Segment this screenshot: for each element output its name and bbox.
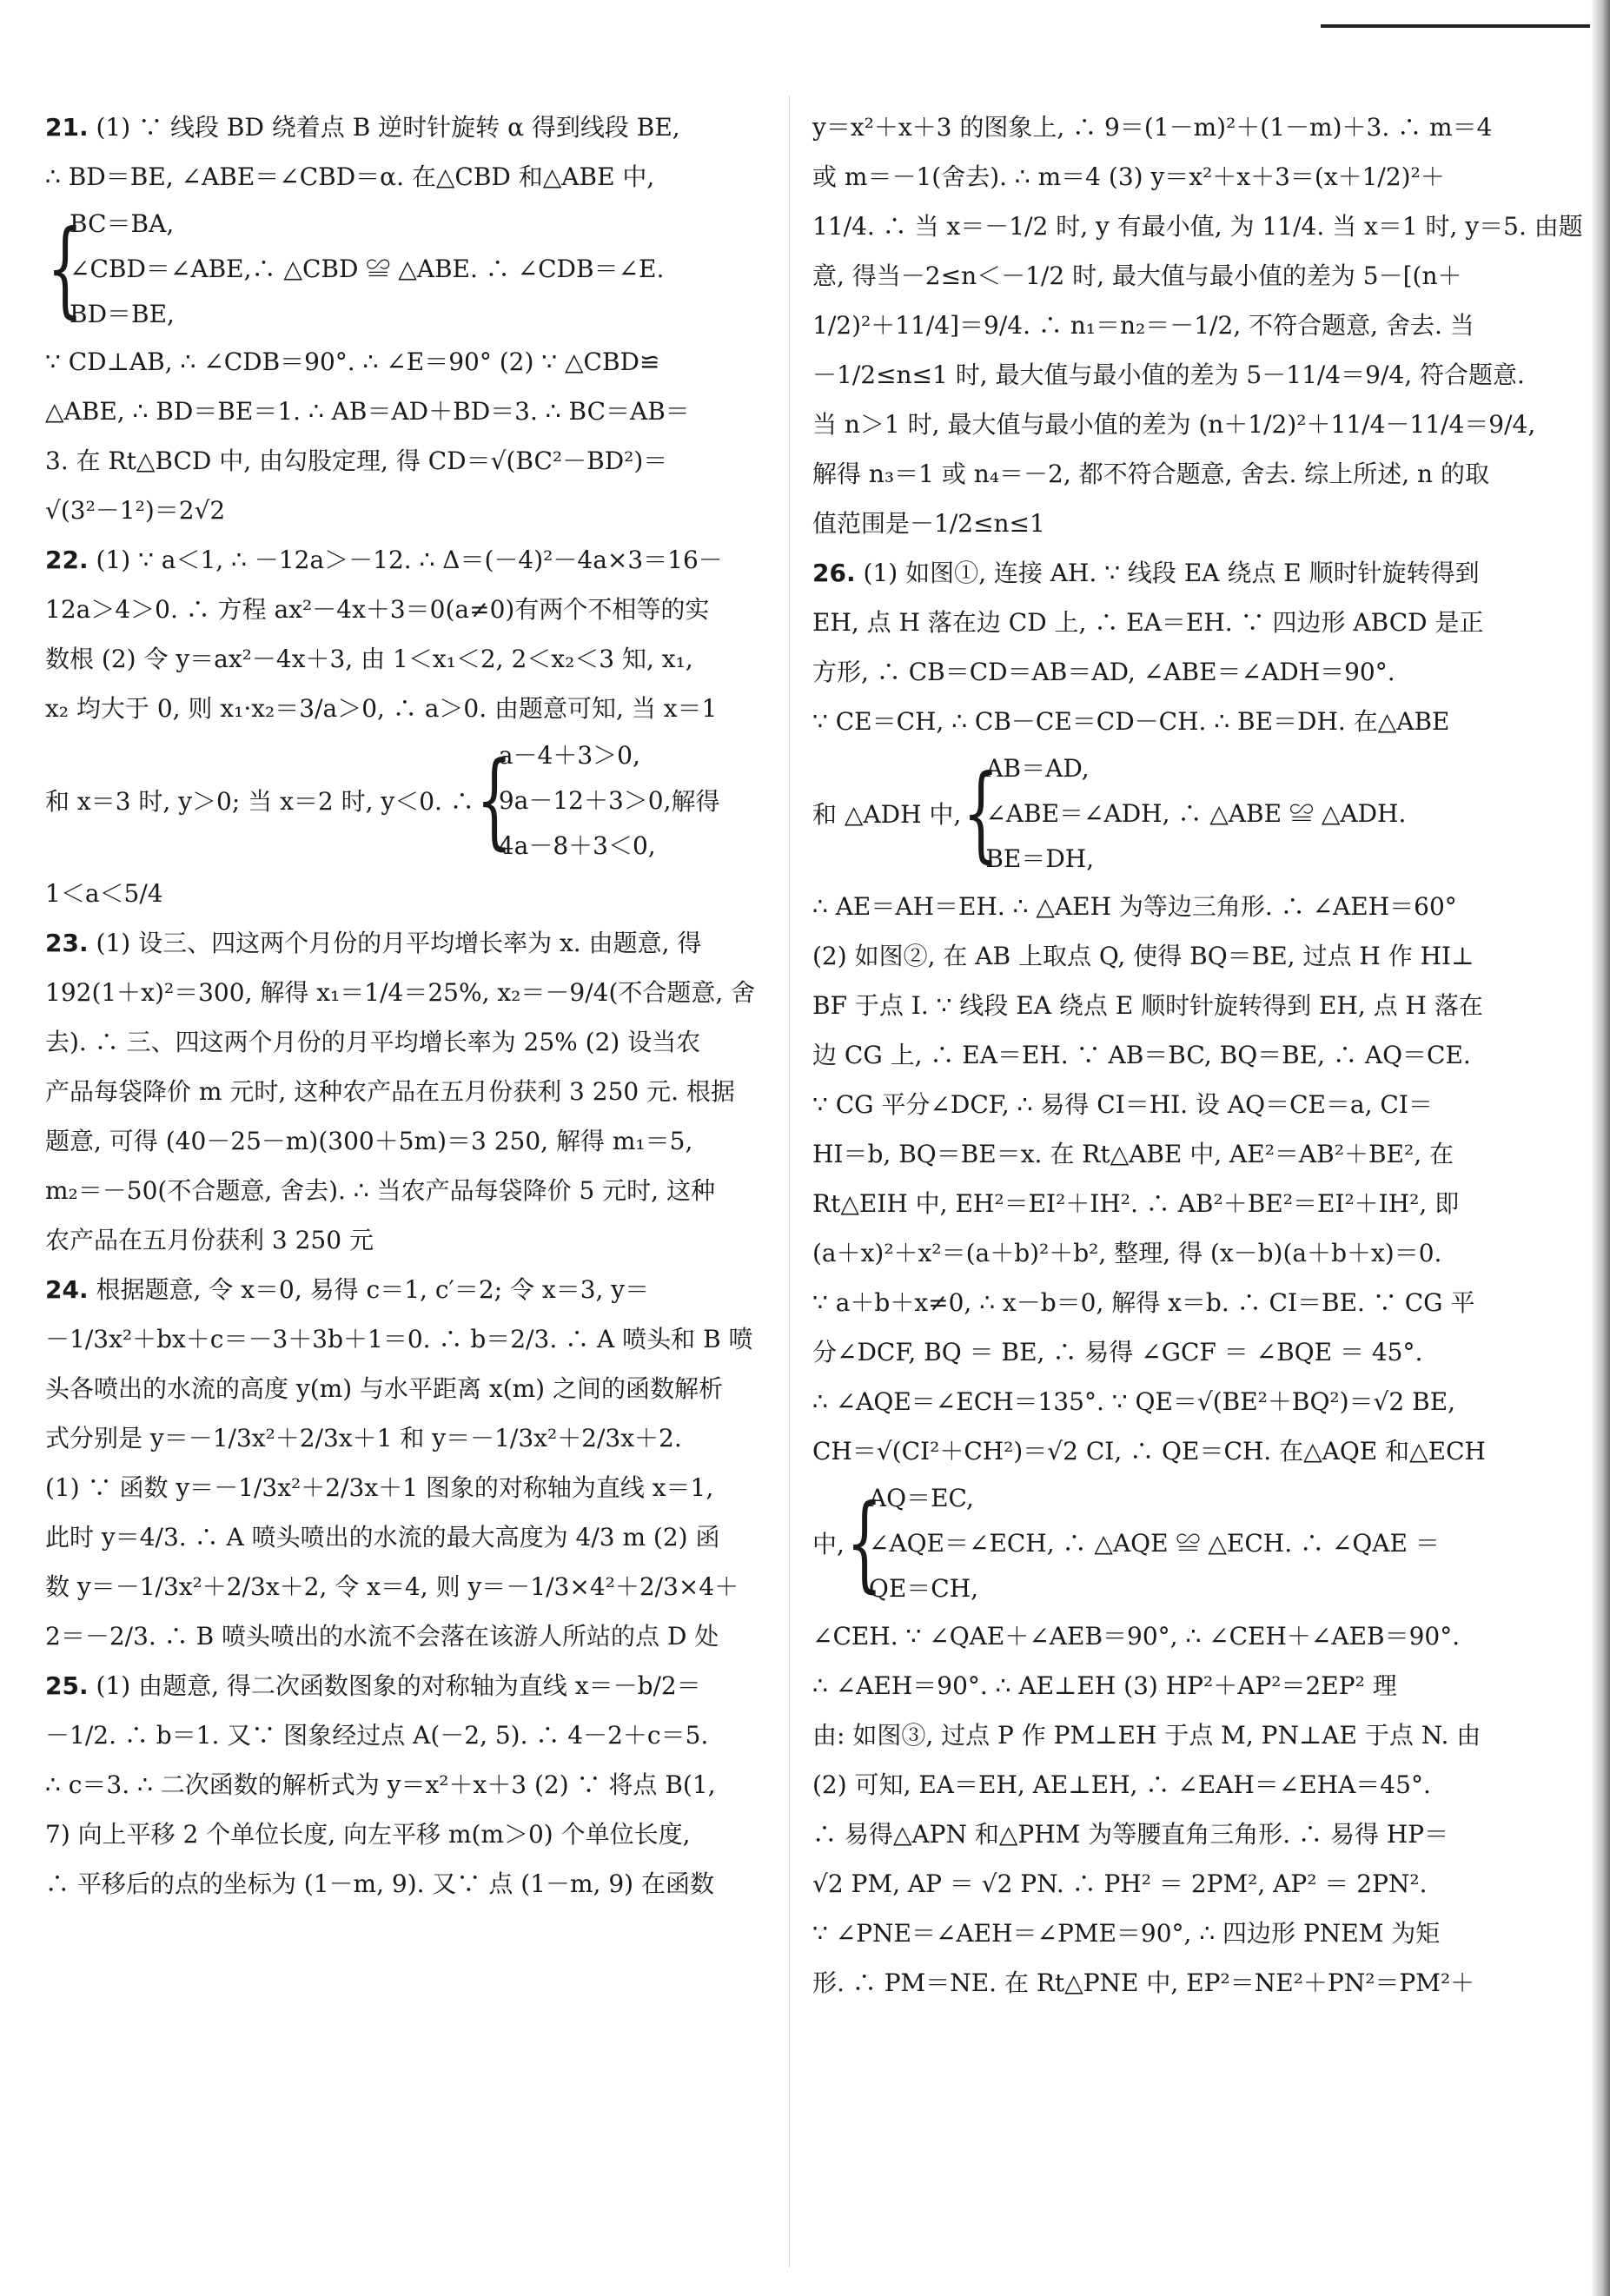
- solution-line: [45, 1710, 758, 1760]
- solution-line: [812, 251, 1525, 301]
- line-text: BF 于点 I. ∵ 线段 EA 绕点 E 顺时针旋转得到 EH, 点 H 落在: [812, 991, 1483, 1020]
- system-line: ∠AQE＝∠ECH, ∴ △AQE ≌ △ECH. ∴ ∠QAE ＝: [868, 1529, 1440, 1558]
- line-text: 由: 如图③, 过点 P 作 PM⊥EH 于点 M, PN⊥AE 于点 N. 由: [812, 1721, 1481, 1750]
- problem-number: 22.: [45, 546, 89, 574]
- solution-line: [45, 1810, 758, 1859]
- line-text: 根据题意, 令 x＝0, 易得 c＝1, c′＝2; 令 x＝3, y＝: [88, 1275, 650, 1304]
- solution-line: [45, 387, 758, 436]
- line-text: ∴ AE＝AH＝EH. ∴ △AEH 为等边三角形. ∴ ∠AEH＝60°: [812, 892, 1457, 921]
- line-text: ∴ 平移后的点的坐标为 (1－m, 9). 又∵ 点 (1－m, 9) 在函数: [45, 1869, 714, 1898]
- page-edge-shadow: [1591, 0, 1610, 2296]
- solution-line: [45, 1314, 758, 1364]
- solution-line: [45, 337, 758, 387]
- line-text: 值范围是－1/2≤n≤1: [812, 509, 1045, 538]
- line-text: (1) ∵ a＜1, ∴ －12a＞－12. ∴ Δ＝(－4)²－4a×3＝16－: [88, 546, 723, 574]
- solution-line: [45, 1017, 758, 1067]
- system-line: AB＝AD,: [985, 754, 1090, 783]
- line-text: 或 m＝－1(舍去). ∴ m＝4 (3) y＝x²＋x＋3＝(x＋1/2)²＋: [812, 162, 1445, 191]
- line-text: 分∠DCF, BQ ＝ BE, ∴ 易得 ∠GCF ＝ ∠BQE ＝ 45°.: [812, 1338, 1423, 1366]
- solution-line: [812, 1710, 1525, 1760]
- line-text: (2) 可知, EA＝EH, AE⊥EH, ∴ ∠EAH＝∠EHA＝45°.: [812, 1770, 1431, 1799]
- solution-line: [812, 1080, 1525, 1129]
- line-text: 式分别是 y＝－1/3x²＋2/3x＋1 和 y＝－1/3x²＋2/3x＋2.: [45, 1424, 682, 1452]
- line-text: 当 n＞1 时, 最大值与最小值的差为 (n＋1/2)²＋11/4－11/4＝9/4,: [812, 410, 1536, 439]
- line-text: ∴ 易得△APN 和△PHM 为等腰直角三角形. ∴ 易得 HP＝: [812, 1820, 1449, 1849]
- line-text: y＝x²＋x＋3 的图象上, ∴ 9＝(1－m)²＋(1－m)＋3. ∴ m＝4: [812, 113, 1493, 142]
- system-line: BE＝DH,: [985, 844, 1095, 873]
- problem-number: 21.: [45, 113, 89, 142]
- line-text: 题意, 可得 (40－25－m)(300＋5m)＝3 250, 解得 m₁＝5,: [45, 1127, 693, 1155]
- solution-line: [45, 1760, 758, 1810]
- system-lines: [70, 202, 664, 337]
- line-text: △ABE, ∴ BD＝BE＝1. ∴ AB＝AD＋BD＝3. ∴ BC＝AB＝: [45, 397, 690, 426]
- equation-system: [45, 733, 758, 869]
- line-text: 去). ∴ 三、四这两个月份的月平均增长率为 25% (2) 设当农: [45, 1028, 701, 1056]
- line-text: 产品每袋降价 m 元时, 这种农产品在五月份获利 3 250 元. 根据: [45, 1077, 735, 1106]
- line-text: √(3²－1²)＝2√2: [45, 496, 226, 525]
- line-text: 3. 在 Rt△BCD 中, 由勾股定理, 得 CD＝√(BC²－BD²)＝: [45, 447, 668, 475]
- line-text: ∴ ∠AQE＝∠ECH＝135°. ∵ QE＝√(BE²＋BQ²)＝√2 BE,: [812, 1387, 1456, 1416]
- system-line: 4a－8＋3＜0,: [498, 831, 656, 860]
- solution-line: [812, 1426, 1525, 1476]
- solution-line: [45, 1215, 758, 1265]
- left-brace-icon: {: [845, 1483, 883, 1604]
- solution-line: [812, 1030, 1525, 1080]
- line-text: 1/2)²＋11/4]＝9/4. ∴ n₁＝n₂＝－1/2, 不符合题意, 舍去. 当: [812, 311, 1474, 340]
- problem-number: 23.: [45, 929, 89, 957]
- solution-line: [45, 1364, 758, 1413]
- solution-line: [812, 1377, 1525, 1426]
- system-line: ∠ABE＝∠ADH, ∴ △ABE ≌ △ADH.: [985, 799, 1407, 828]
- line-text: 7) 向上平移 2 个单位长度, 向左平移 m(m＞0) 个单位长度,: [45, 1820, 691, 1849]
- line-text: 2＝－2/3. ∴ B 喷头喷出的水流不会落在该游人所站的点 D 处: [45, 1622, 719, 1651]
- solution-line: [812, 697, 1525, 746]
- solution-line: [45, 436, 758, 486]
- solution-line: [45, 1562, 758, 1611]
- solution-line: [812, 981, 1525, 1030]
- solution-line: [812, 1958, 1525, 2008]
- problem-number: 25.: [45, 1671, 89, 1700]
- line-text: EH, 点 H 落在边 CD 上, ∴ EA＝EH. ∵ 四边形 ABCD 是正: [812, 608, 1484, 637]
- solution-line: [812, 647, 1525, 697]
- solution-line: [812, 548, 1525, 598]
- solution-line: [45, 1166, 758, 1215]
- line-text: ∴ ∠AEH＝90°. ∴ AE⊥EH (3) HP²＋AP²＝2EP² 理: [812, 1671, 1397, 1700]
- system-line: a－4＋3＞0,: [498, 741, 640, 770]
- system-line: BC＝BA,: [70, 209, 175, 238]
- system-prefix: 和 x＝3 时, y＞0; 当 x＝2 时, y＜0. ∴: [45, 786, 474, 816]
- line-text: ∵ a＋b＋x≠0, ∴ x－b＝0, 解得 x＝b. ∴ CI＝BE. ∵ CG 平: [812, 1288, 1475, 1317]
- solution-line: [812, 1129, 1525, 1179]
- left-brace-icon: {: [963, 753, 1000, 874]
- line-text: 数根 (2) 令 y＝ax²－4x＋3, 由 1＜x₁＜2, 2＜x₂＜3 知, x₁,: [45, 645, 693, 673]
- system-prefix: 中,: [812, 1529, 845, 1558]
- line-text: 此时 y＝4/3. ∴ A 喷头喷出的水流的最大高度为 4/3 m (2) 函: [45, 1523, 720, 1552]
- line-text: (1) 设三、四这两个月份的月平均增长率为 x. 由题意, 得: [88, 929, 702, 957]
- line-text: ∵ ∠PNE＝∠AEH＝∠PME＝90°, ∴ 四边形 PNEM 为矩: [812, 1919, 1441, 1948]
- line-text: (1) 由题意, 得二次函数图象的对称轴为直线 x＝－b/2＝: [88, 1671, 701, 1700]
- line-text: 意, 得当－2≤n＜－1/2 时, 最大值与最小值的差为 5－[(n＋: [812, 261, 1462, 290]
- solution-line: [45, 1413, 758, 1463]
- solution-line: [45, 1859, 758, 1909]
- solution-line: [45, 152, 758, 202]
- solution-line: [812, 152, 1525, 202]
- line-text: m₂＝－50(不合题意, 舍去). ∴ 当农产品每袋降价 5 元时, 这种: [45, 1176, 715, 1205]
- solution-line: [812, 400, 1536, 449]
- system-line: QE＝CH,: [868, 1574, 979, 1603]
- right-column: [812, 103, 1583, 2008]
- solution-line: [812, 103, 1525, 152]
- line-text: (2) 如图②, 在 AB 上取点 Q, 使得 BQ＝BE, 过点 H 作 HI⊥: [812, 942, 1474, 970]
- system-suffix: 解得: [671, 786, 720, 816]
- system-prefix: 和 △ADH 中,: [812, 799, 962, 829]
- solution-line: [812, 449, 1525, 499]
- solution-line: [45, 968, 758, 1017]
- line-text: 数 y＝－1/3x²＋2/3x＋2, 令 x＝4, 则 y＝－1/3×4²＋2/3×4＋: [45, 1572, 739, 1601]
- line-text: HI＝b, BQ＝BE＝x. 在 Rt△ABE 中, AE²＝AB²＋BE², 在: [812, 1140, 1454, 1168]
- left-column: [45, 103, 758, 1909]
- line-text: 12a＞4＞0. ∴ 方程 ax²－4x＋3＝0(a≠0)有两个不相等的实: [45, 595, 710, 624]
- solution-line: [812, 1611, 1525, 1661]
- line-text: ∴ c＝3. ∴ 二次函数的解析式为 y＝x²＋x＋3 (2) ∵ 将点 B(1,: [45, 1770, 716, 1799]
- line-text: Rt△EIH 中, EH²＝EI²＋IH². ∴ AB²＋BE²＝EI²＋IH², 即: [812, 1189, 1460, 1218]
- line-text: CH＝√(CI²＋CH²)＝√2 CI, ∴ QE＝CH. 在△AQE 和△ECH: [812, 1437, 1486, 1466]
- solution-line: [45, 1265, 758, 1314]
- solution-line: [45, 585, 758, 634]
- solution-line: [45, 684, 758, 733]
- system-line: AQ＝EC,: [868, 1484, 974, 1512]
- solution-line: [812, 350, 1525, 400]
- solution-line: [812, 882, 1525, 931]
- solution-line: [45, 1611, 758, 1661]
- system-lines: [985, 746, 1406, 882]
- solution-line: [812, 1228, 1525, 1278]
- solution-line: [812, 499, 1525, 548]
- line-text: (1) ∵ 线段 BD 绕着点 B 逆时针旋转 α 得到线段 BE,: [88, 113, 680, 142]
- system-line: BD＝BE,: [70, 300, 175, 328]
- line-text: √2 PM, AP ＝ √2 PN. ∴ PH² ＝ 2PM², AP² ＝ 2PN².: [812, 1869, 1428, 1898]
- solution-line: [812, 1278, 1525, 1327]
- line-text: ∵ CG 平分∠DCF, ∴ 易得 CI＝HI. 设 AQ＝CE＝a, CI＝: [812, 1090, 1433, 1119]
- solution-line: [45, 1463, 758, 1512]
- solution-line: [45, 869, 758, 918]
- solution-line: [812, 1810, 1525, 1859]
- line-text: －1/2. ∴ b＝1. 又∵ 图象经过点 A(－2, 5). ∴ 4－2＋c＝5.: [45, 1721, 709, 1750]
- solution-line: [812, 1909, 1525, 1958]
- system-line: ∠CBD＝∠ABE,∴ △CBD ≌ △ABE. ∴ ∠CDB＝∠E.: [70, 255, 665, 283]
- solution-line: [812, 1179, 1525, 1228]
- system-lines: [499, 733, 672, 869]
- line-text: 形. ∴ PM＝NE. 在 Rt△PNE 中, EP²＝NE²＋PN²＝PM²＋: [812, 1968, 1475, 1997]
- line-text: －1/3x²＋bx＋c＝－3＋3b＋1＝0. ∴ b＝2/3. ∴ A 喷头和 B 喷: [45, 1325, 753, 1353]
- line-text: ∵ CE＝CH, ∴ CB－CE＝CD－CH. ∴ BE＝DH. 在△ABE: [812, 707, 1450, 736]
- solution-line: [812, 301, 1525, 350]
- line-text: 头各喷出的水流的高度 y(m) 与水平距离 x(m) 之间的函数解析: [45, 1374, 724, 1403]
- line-text: x₂ 均大于 0, 则 x₁·x₂＝3/a＞0, ∴ a＞0. 由题意可知, 当 x＝1: [45, 694, 718, 723]
- solution-line: [45, 535, 758, 585]
- line-text: 解得 n₃＝1 或 n₄＝－2, 都不符合题意, 舍去. 综上所述, n 的取: [812, 460, 1489, 488]
- system-line: 9a－12＋3＞0,: [498, 786, 672, 815]
- solution-line: [45, 918, 758, 968]
- equation-system: [45, 202, 758, 337]
- problem-number: 26.: [812, 559, 856, 587]
- solution-line: [812, 931, 1525, 981]
- solution-line: [812, 1661, 1525, 1710]
- solution-line: [812, 1859, 1525, 1909]
- left-brace-icon: {: [475, 740, 513, 861]
- equation-system: [812, 746, 1525, 882]
- solution-line: [45, 1661, 758, 1710]
- solution-line: [812, 202, 1583, 251]
- line-text: 农产品在五月份获利 3 250 元: [45, 1226, 374, 1254]
- line-text: (1) 如图①, 连接 AH. ∵ 线段 EA 绕点 E 顺时针旋转得到: [855, 559, 1480, 587]
- line-text: (1) ∵ 函数 y＝－1/3x²＋2/3x＋1 图象的对称轴为直线 x＝1,: [45, 1473, 714, 1502]
- line-text: 方形, ∴ CB＝CD＝AB＝AD, ∠ABE＝∠ADH＝90°.: [812, 658, 1395, 686]
- left-brace-icon: {: [46, 208, 83, 329]
- solution-line: [45, 1512, 758, 1562]
- column-divider: [789, 96, 790, 2267]
- line-text: －1/2≤n≤1 时, 最大值与最小值的差为 5－11/4＝9/4, 符合题意.: [812, 361, 1525, 389]
- line-text: 边 CG 上, ∴ EA＝EH. ∵ AB＝BC, BQ＝BE, ∴ AQ＝CE.: [812, 1041, 1471, 1069]
- line-text: 11/4. ∴ 当 x＝－1/2 时, y 有最小值, 为 11/4. 当 x＝1 时, y＝5. 由题: [812, 212, 1583, 241]
- solution-line: [812, 598, 1525, 647]
- line-text: 1＜a＜5/4: [45, 879, 163, 908]
- solution-line: [812, 1760, 1525, 1810]
- top-rule: [1321, 24, 1590, 28]
- line-text: ∵ CD⊥AB, ∴ ∠CDB＝90°. ∴ ∠E＝90° (2) ∵ △CBD≌: [45, 347, 660, 376]
- system-lines: [869, 1476, 1440, 1611]
- line-text: ∠CEH. ∵ ∠QAE＋∠AEB＝90°, ∴ ∠CEH＋∠AEB＝90°.: [812, 1622, 1461, 1651]
- equation-system: [812, 1476, 1525, 1611]
- solution-line: [45, 486, 758, 535]
- line-text: ∴ BD＝BE, ∠ABE＝∠CBD＝α. 在△CBD 和△ABE 中,: [45, 162, 655, 191]
- solution-line: [45, 1067, 758, 1116]
- solution-line: [45, 1116, 758, 1166]
- line-text: (a＋x)²＋x²＝(a＋b)²＋b², 整理, 得 (x－b)(a＋b＋x)＝0.: [812, 1239, 1442, 1267]
- solution-line: [812, 1327, 1525, 1377]
- solution-line: [45, 634, 758, 684]
- solution-line: [45, 103, 758, 152]
- problem-number: 24.: [45, 1275, 89, 1304]
- line-text: 192(1＋x)²＝300, 解得 x₁＝1/4＝25%, x₂＝－9/4(不合题意, 舍: [45, 978, 756, 1007]
